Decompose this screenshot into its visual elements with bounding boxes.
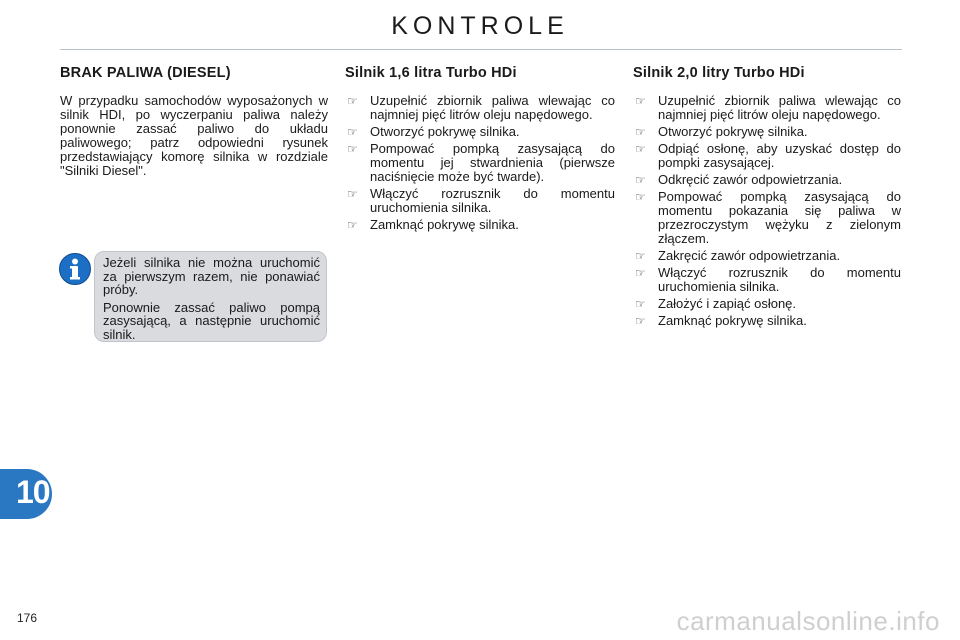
step-item <box>633 142 901 170</box>
info-line: Ponownie zassać paliwo pompą zasysającą, a następnie uruchomić silnik. <box>103 299 320 342</box>
step-item <box>633 314 901 328</box>
pointing-hand-icon: ☞ <box>347 187 358 201</box>
pointing-hand-icon: ☞ <box>635 266 646 280</box>
step-item <box>633 266 901 294</box>
pointing-hand-icon: ☞ <box>347 125 358 139</box>
step-item <box>345 125 615 139</box>
step-text: Odkręcić zawór odpowietrzania. <box>658 172 843 187</box>
pointing-hand-icon: ☞ <box>635 249 646 263</box>
pointing-hand-icon: ☞ <box>635 142 646 156</box>
step-item <box>633 173 901 187</box>
step-item <box>633 125 901 139</box>
chapter-number: 10 <box>16 474 50 510</box>
page-number: 176 <box>17 611 38 625</box>
info-box <box>94 251 327 342</box>
steps-list-2-0 <box>633 94 901 328</box>
section-heading-1-6: Silnik 1,6 litra Turbo HDi <box>345 65 517 81</box>
step-item <box>633 190 901 246</box>
pointing-hand-icon: ☞ <box>347 142 358 156</box>
section-heading-2-0: Silnik 2,0 litry Turbo HDi <box>633 65 805 81</box>
pointing-hand-icon: ☞ <box>635 94 646 108</box>
step-text: Uzupełnić zbiornik paliwa wlewając co najmniej pięć litrów oleju napędowego. <box>370 93 615 122</box>
step-item <box>633 249 901 263</box>
section-heading-diesel: BRAK PALIWA (DIESEL) <box>60 65 231 81</box>
header-divider <box>60 49 902 50</box>
step-item <box>345 218 615 232</box>
step-text: Włączyć rozrusznik do momentu uruchomienia silnika. <box>658 265 901 294</box>
column-engine-1-6 <box>345 66 615 235</box>
pointing-hand-icon: ☞ <box>347 218 358 232</box>
pointing-hand-icon: ☞ <box>635 190 646 204</box>
diesel-paragraph: W przypadku samochodów wyposażonych w silnik HDI, po wyczerpaniu paliwa należy ponownie zassać paliwo do układu paliwowego; patrz odpowiedni rysunek przedstawiający komorę silnika w rozdziale "Silniki Diesel". <box>60 93 328 178</box>
step-text: Odpiąć osłonę, aby uzyskać dostęp do pompki zasysającej. <box>658 141 901 170</box>
pointing-hand-icon: ☞ <box>635 173 646 187</box>
step-text: Zakręcić zawór odpowietrzania. <box>658 248 841 263</box>
step-text: Uzupełnić zbiornik paliwa wlewając co najmniej pięć litrów oleju napędowego. <box>658 93 901 122</box>
step-item <box>345 94 615 122</box>
step-item <box>345 187 615 215</box>
pointing-hand-icon: ☞ <box>635 314 646 328</box>
step-item <box>633 297 901 311</box>
page-title: KONTROLE <box>391 12 569 40</box>
step-text: Włączyć rozrusznik do momentu uruchomienia silnika. <box>370 186 615 215</box>
step-text: Otworzyć pokrywę silnika. <box>658 124 808 139</box>
info-icon <box>59 253 91 285</box>
step-text: Pompować pompką zasysającą do momentu pokazania się paliwa w przezroczystym wężyku z zielonym złączem. <box>658 189 901 246</box>
step-text: Otworzyć pokrywę silnika. <box>370 124 520 139</box>
step-text: Założyć i zapiąć osłonę. <box>658 296 797 311</box>
step-text: Pompować pompką zasysającą do momentu jej stwardnienia (pierwsze naciśnięcie może być twarde). <box>370 141 615 184</box>
step-text: Zamknąć pokrywę silnika. <box>370 217 519 232</box>
steps-list-1-6 <box>345 94 615 232</box>
pointing-hand-icon: ☞ <box>635 125 646 139</box>
step-item <box>345 142 615 184</box>
info-line: Jeżeli silnika nie można uruchomić za pierwszym razem, nie ponawiać próby. <box>103 255 320 297</box>
step-item <box>633 94 901 122</box>
pointing-hand-icon: ☞ <box>347 94 358 108</box>
watermark: carmanualsonline.info <box>676 606 940 636</box>
step-text: Zamknąć pokrywę silnika. <box>658 313 807 328</box>
column-engine-2-0 <box>633 66 901 331</box>
pointing-hand-icon: ☞ <box>635 297 646 311</box>
column-diesel <box>60 66 328 178</box>
